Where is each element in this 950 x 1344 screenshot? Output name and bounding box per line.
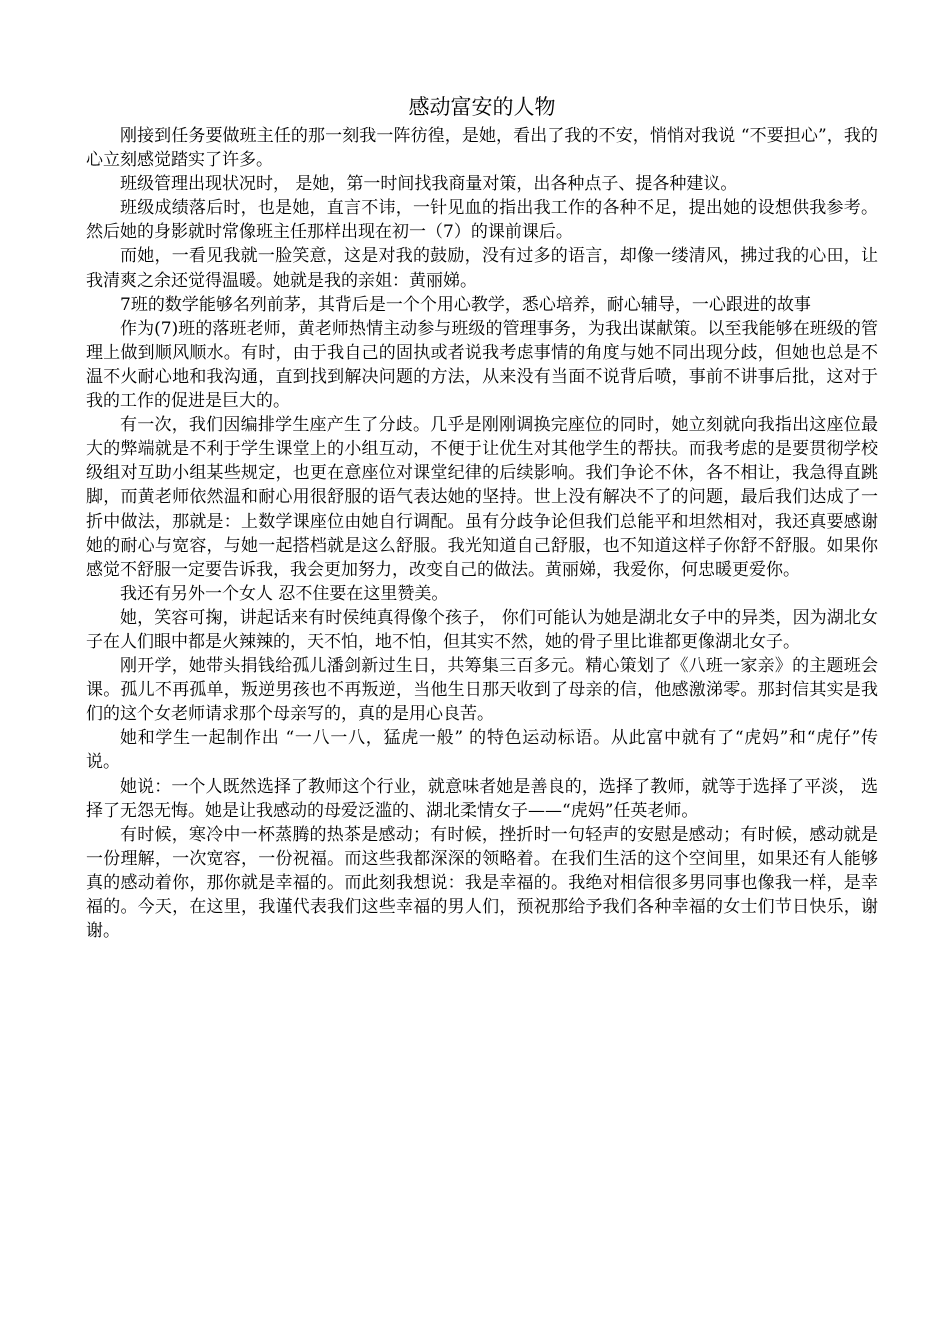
paragraph-10: 刚开学，她带头捐钱给孤儿潘剑新过生日，共筹集三百多元。精心策划了《八班一家亲》的主题班会课。孤儿不再孤单，叛逆男孩也不再叛逆，当他生日那天收到了母亲的信，他感激涕零。那封信其实是我们的这个女老师请求那个母亲写的，真的是用心良苦。 — [86, 656, 878, 725]
paragraph-6: 作为(7)班的落班老师，黄老师热情主动参与班级的管理事务，为我出谋献策。以至我能够在班级的管理上做到顺风顺水。有时，由于我自己的固执或者说我考虑事情的角度与她不同出现分歧，但她也总是不温不火耐心地和我沟通，直到找到解决问题的方法，从来没有当面不说背后喷，事前不讲事后批，这对于我的工作的促进是巨大的。 — [86, 318, 878, 412]
paragraph-13: 有时候，寒冷中一杯蒸腾的热茶是感动；有时候，挫折时一句轻声的安慰是感动；有时候，感动就是一份理解，一次宽容，一份祝福。而这些我都深深的领略着。在我们生活的这个空间里，如果还有人能够真的感动着你，那你就是幸福的。而此刻我想说：我是幸福的。我绝对相信很多男同事也像我一样，是幸福的。今天，在这里，我谨代表我们这些幸福的男人们，预祝那给予我们各种幸福的女士们节日快乐，谢谢。 — [86, 824, 878, 942]
document-page — [86, 92, 878, 943]
paragraph-1: 刚接到任务要做班主任的那一刻我一阵彷徨，是她，看出了我的不安，悄悄对我说 “不要担心”，我的心立刻感觉踏实了许多。 — [86, 126, 878, 171]
document-title: 感动富安的人物 — [408, 95, 556, 119]
paragraph-4: 而她，一看见我就一脸笑意，这是对我的鼓励，没有过多的语言，却像一缕清风，拂过我的心田，让我清爽之余还觉得温暖。她就是我的亲姐：黄丽娣。 — [86, 246, 878, 291]
paragraph-3: 班级成绩落后时，也是她，直言不讳，一针见血的指出我工作的各种不足，提出她的设想供我参考。然后她的身影就时常像班主任那样出现在初一（7）的课前课后。 — [86, 198, 878, 243]
paragraph-7: 有一次，我们因编排学生座产生了分歧。几乎是刚刚调换完座位的同时，她立刻就向我指出这座位最大的弊端就是不利于学生课堂上的小组互动，不便于让优生对其他学生的帮扶。而我考虑的是要贯彻学校级组对互助小组某些规定，也更在意座位对课堂纪律的后续影响。我们争论不休，各不相让，我急得直跳脚，而黄老师依然温和耐心用很舒服的语气表达她的坚持。世上没有解决不了的问题，最后我们达成了一折中做法，那就是：上数学课座位由她自行调配。虽有分歧争论但我们总能平和坦然相对，我还真要感谢她的耐心与宽容，与她一起搭档就是这么舒服。我光知道自己舒服，也不知道这样子你舒不舒服。如果你感觉不舒服一定要告诉我，我会更加努力，改变自己的做法。黄丽娣，我爱你，何忠暖更爱你。 — [86, 415, 878, 580]
paragraph-5: 7班的数学能够名列前茅，其背后是一个个用心教学，悉心培养，耐心辅导，一心跟进的故事 — [120, 294, 811, 315]
paragraph-2: 班级管理出现状况时， 是她，第一时间找我商量对策，出各种点子、提各种建议。 — [120, 174, 738, 195]
paragraph-8: 我还有另外一个女人 忍不住要在这里赞美。 — [120, 583, 449, 604]
paragraph-12: 她说：一个人既然选择了教师这个行业，就意味者她是善良的，选择了教师，就等于选择了平淡， 选择了无怨无悔。她是让我感动的母爱泛滥的、湖北柔情女子——“虎妈”任英老师。 — [86, 776, 878, 821]
paragraph-9: 她，笑容可掬，讲起话来有时侯纯真得像个孩子， 你们可能认为她是湖北女子中的异类，因为湖北女子在人们眼中都是火辣辣的，天不怕，地不怕，但其实不然，她的骨子里比谁都更像湖北女子。 — [86, 607, 878, 652]
paragraph-11: 她和学生一起制作出 “一八一八，猛虎一般” 的特色运动标语。从此富中就有了“虎妈”和“虎仔”传说。 — [86, 728, 878, 773]
